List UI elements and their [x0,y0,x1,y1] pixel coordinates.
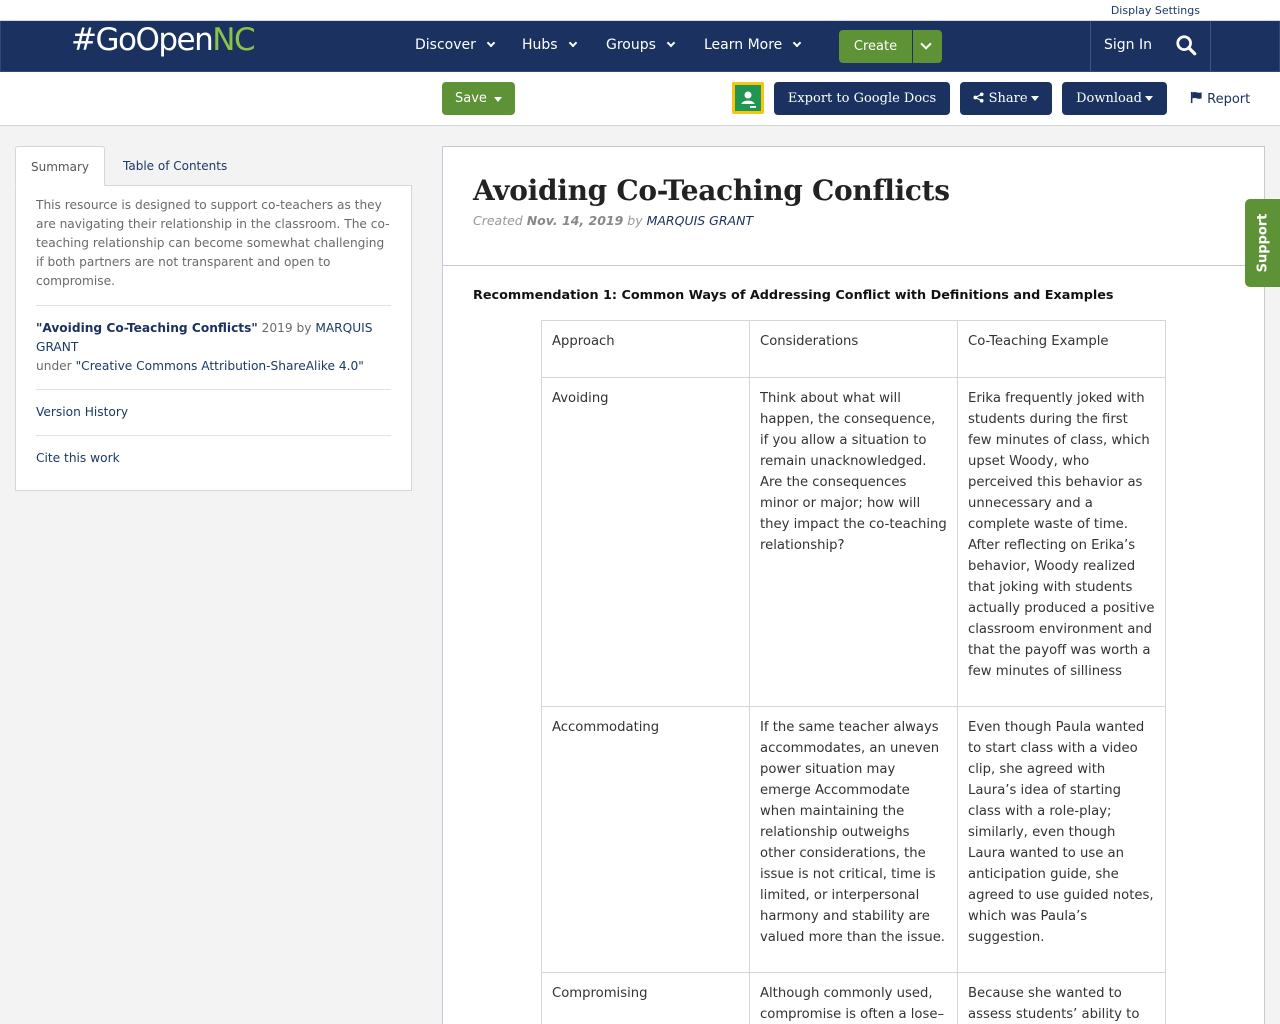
table-cell: Although commonly used, compromise is often a lose– [750,973,958,1024]
table-header-cell: Considerations [750,321,958,378]
attribution [36,319,391,376]
support-tab[interactable]: Support [1245,199,1280,287]
share-icon [973,92,984,103]
export-google-docs-button[interactable]: Export to Google Docs [774,82,950,115]
resource-header [443,147,1264,266]
table-cell: Accommodating [542,707,750,973]
nav-divider [1210,21,1211,71]
table-cell: Think about what will happen, the consequence, if you allow a situation to remain unacknowledged. Are the consequences minor or major; how will they impact the co-teaching relationship? [750,378,958,707]
cite-this-work-link[interactable]: Cite this work [36,451,120,465]
nav-discover[interactable]: Discover [415,37,494,53]
divider [36,305,391,306]
divider [36,389,391,390]
caret-down-icon [494,97,502,102]
version-history-link[interactable]: Version History [36,405,129,419]
table-row [542,973,1166,1024]
nav-groups[interactable]: Groups [606,37,674,53]
table-cell: Erika frequently joked with students during the first few minutes of class, which upset Woody, who perceived this behavior as unnecessary and a complete waste of time. After reflecting on Erika’s behavior, Woody realized that joking with students actually produced a positive classroom environment and that the payoff was worth a few minutes of silliness [958,378,1166,707]
author-link[interactable]: MARQUIS GRANT [646,213,754,228]
chevron-down-icon [667,39,675,47]
conflict-approaches-table [541,320,1166,1024]
created-date: Nov. 14, 2019 [526,213,624,228]
table-row [542,707,1166,973]
table-cell: Compromising [542,973,750,1024]
nav-learn-more[interactable]: Learn More [704,37,800,53]
resource-content [442,146,1265,1024]
page-title: Avoiding Co-Teaching Conflicts [473,174,950,207]
save-button[interactable]: Save [442,82,515,115]
nav-hubs[interactable]: Hubs [522,37,576,53]
create-dropdown-button[interactable] [913,30,942,63]
table-row [542,378,1166,707]
google-classroom-icon[interactable] [732,82,764,114]
table-cell: Even though Paula wanted to start class with a video clip, she agreed with Laura’s idea of starting class with a role-play; similarly, even though Laura wanted to use an anticipation guide, she agreed to use guided notes, which was Paula’s suggestion. [958,707,1166,973]
caret-down-icon [1031,96,1039,101]
attribution-author-link[interactable]: MARQUIS GRANT [36,321,373,354]
resource-action-bar [0,72,1280,126]
download-button[interactable]: Download [1062,82,1167,115]
chevron-down-icon [793,39,801,47]
divider [36,435,391,436]
display-settings-link[interactable]: Display Settings [1110,4,1200,17]
resource-meta: Created Nov. 14, 2019 by MARQUIS GRANT [473,213,754,228]
top-strip [0,0,1280,21]
sign-in-link[interactable]: Sign In [1104,37,1152,53]
tab-table-of-contents[interactable]: Table of Contents [123,159,228,173]
share-button[interactable]: Share [960,82,1052,115]
resource-summary: This resource is designed to support co-teachers as they are navigating their relationship in the classroom. The co-teaching relationship can become somewhat challenging if both partners are not transparent and open to compromise. [36,198,390,288]
flag-icon [1190,91,1203,104]
caret-down-icon [1145,96,1153,101]
table-cell: Because she wanted to assess students’ ability to [958,973,1166,1024]
site-logo[interactable]: #GoOpenNC [71,22,255,58]
tab-summary[interactable]: Summary [15,146,105,186]
search-icon[interactable] [1175,34,1197,56]
chevron-down-icon [920,38,931,49]
main-navbar [0,21,1280,72]
attribution-title-link[interactable]: "Avoiding Co-Teaching Conflicts" [36,321,258,335]
table-cell: Avoiding [542,378,750,707]
table-header-row [542,321,1166,378]
create-button[interactable]: Create [839,30,912,63]
table-cell: If the same teacher always accommodates, an uneven power situation may emerge Accommodate when maintaining the relationship outweighs other considerations, the issue is not critical, time is limited, or interpersonal harmony and stability are valued more than the issue. [750,707,958,973]
chevron-down-icon [568,39,576,47]
nav-divider [1090,21,1091,71]
chevron-down-icon [487,39,495,47]
sidebar-tabs [15,146,412,186]
recommendation-heading: Recommendation 1: Common Ways of Addressing Conflict with Definitions and Examples [473,288,1114,303]
table-header-cell: Approach [542,321,750,378]
attribution-under: under [36,359,76,373]
license-link[interactable]: "Creative Commons Attribution-ShareAlike 4.0" [75,359,364,373]
summary-panel [15,185,412,491]
attribution-year: 2019 by [257,321,316,335]
report-link[interactable]: Report [1190,91,1250,107]
table-header-cell: Co-Teaching Example [958,321,1166,378]
